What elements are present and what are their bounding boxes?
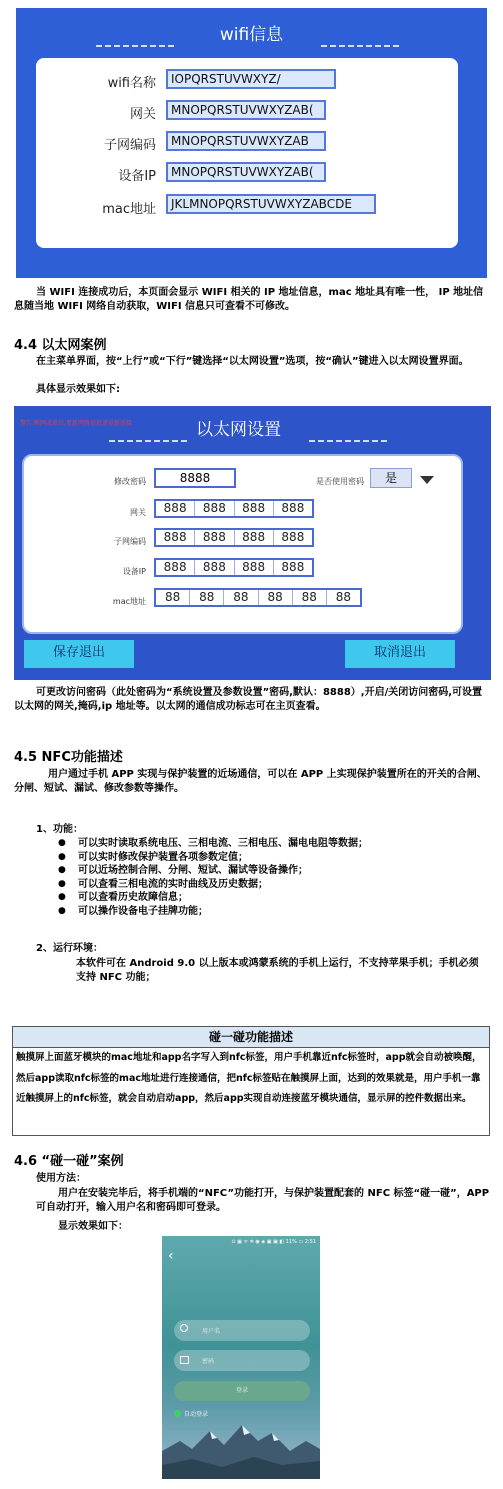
nfc-box-text: 触摸屏上面蓝牙模块的mac地址和app名字写入到nfc标签，用户手机靠近nfc标签时，app就会自动被唤醒，然后app读取nfc标签的mac地址进行连接通信，把nfc标签贴在触摸屏上面，达到的效果就是，用户手机一靠近触摸屏上的nfc标签，就会自动启动app，然后app实现自动连接蓝牙模块通信，显示屏的控件数据出来。 bbox=[16, 1052, 482, 1104]
function-list bbox=[58, 837, 478, 918]
wifi-panel bbox=[16, 8, 487, 278]
phone-status-bar: ⊙ ▣ ᯤ ✲ ◉ ◈ ▣ ▣ ◧ 11% ▭ 2:51 bbox=[231, 1239, 316, 1245]
ip-octet[interactable]: 888 bbox=[281, 530, 305, 544]
back-arrow-icon[interactable]: ‹ bbox=[168, 1248, 174, 1264]
gateway-label: 网关 bbox=[130, 508, 146, 517]
mountain-background bbox=[162, 1411, 320, 1479]
list-item: ● 可以实时修改保护装置各项参数定值； bbox=[58, 851, 478, 865]
decor-stripe-right bbox=[309, 440, 389, 442]
gateway-ip-input[interactable] bbox=[154, 499, 314, 518]
list-item: ● 可以查看三相电流的实时曲线及历史数据； bbox=[58, 878, 478, 892]
nfc-box-title: 碰一碰功能描述 bbox=[13, 1027, 489, 1048]
section-4-6-heading: 4.6 “碰一碰”案例 bbox=[14, 1154, 124, 1169]
device-ip-input[interactable] bbox=[154, 558, 314, 577]
ethernet-description: 可更改访问密码（此处密码为“系统设置及参数设置”密码,默认：8888）,开启/关闭访问密码,可设置以太网的网关,掩码,ip 地址等。以太网的通信成功标志可在主页查看。 bbox=[14, 687, 483, 712]
mac-octet[interactable]: 88 bbox=[293, 590, 327, 605]
section-4-4-display: 具体显示效果如下: bbox=[36, 384, 120, 395]
subnet-ip-input[interactable] bbox=[154, 528, 314, 547]
gateway-field[interactable]: MNOPQRSTUVWXYZAB( bbox=[166, 100, 326, 120]
use-password-label: 是否使用密码 bbox=[316, 477, 364, 486]
function-title: 1、功能： bbox=[36, 824, 83, 835]
ip-octet[interactable]: 888 bbox=[156, 530, 195, 545]
ip-octet[interactable]: 888 bbox=[156, 560, 195, 575]
device-ip-label: 设备IP bbox=[118, 169, 156, 184]
list-item: ● 可以实时读取系统电压、三相电流、三相电压、漏电电阻等数据； bbox=[58, 837, 478, 851]
use-password-select[interactable]: 是 bbox=[370, 468, 412, 488]
mac-label: mac地址 bbox=[112, 597, 146, 606]
section-4-6-display: 显示效果如下： bbox=[58, 1221, 128, 1232]
decor-stripe-right bbox=[321, 45, 401, 47]
wifi-panel-title: wifi信息 bbox=[219, 25, 284, 45]
ip-octet[interactable]: 888 bbox=[281, 560, 305, 574]
password-placeholder: 密码 bbox=[202, 1358, 215, 1365]
wifi-name-field[interactable]: IOPQRSTUVWXYZ/ bbox=[166, 69, 336, 89]
wifi-name-label: wifi名称 bbox=[107, 76, 156, 91]
device-ip-field[interactable]: MNOPQRSTUVWXYZAB( bbox=[166, 162, 326, 182]
subnet-field[interactable]: MNOPQRSTUVWXYZAB bbox=[166, 131, 326, 151]
gateway-label: 网关 bbox=[129, 107, 156, 122]
auto-login-label: 自动登录 bbox=[184, 1411, 209, 1418]
mac-octet[interactable]: 88 bbox=[190, 590, 224, 605]
section-4-4-intro: 在主菜单界面，按“上行”或“下行”键选择“以太网设置”选项，按“确认”键进入以太网设置界面。 bbox=[36, 356, 469, 367]
change-password-label: 修改密码 bbox=[114, 477, 146, 486]
mac-address-input[interactable] bbox=[154, 588, 362, 607]
login-button[interactable]: 登录 bbox=[174, 1381, 310, 1401]
mac-octet[interactable]: 88 bbox=[259, 590, 293, 605]
mac-octet[interactable]: 88 bbox=[335, 590, 352, 604]
ip-octet[interactable]: 888 bbox=[281, 501, 305, 515]
password-field[interactable]: 8888 bbox=[154, 468, 236, 488]
method-title: 使用方法： bbox=[36, 1173, 86, 1184]
section-4-5-heading: 4.5 NFC功能描述 bbox=[14, 750, 123, 765]
device-ip-label: 设备IP bbox=[122, 567, 146, 576]
list-item: ● 可以近场控制合闸、分闸、短试、漏试等设备操作； bbox=[58, 864, 478, 878]
subnet-label: 子网编码 bbox=[114, 537, 146, 546]
ethernet-panel bbox=[14, 406, 491, 680]
environment-title: 2、运行环境： bbox=[36, 943, 103, 954]
wifi-description: 当 WIFI 连接成功后，本页面会显示 WIFI 相关的 IP 地址信息，mac 地址具有唯一性， IP 地址信息随当地 WIFI 网络自动获取，WIFI 信息只可查看不可修改。 bbox=[14, 287, 484, 312]
ip-octet[interactable]: 888 bbox=[195, 560, 234, 575]
method-text: 用户在安装完毕后，将手机端的“NFC”功能打开，与保护装置配套的 NFC 标签“碰一碰”，APP 可自动打开，输入用户名和密码即可登录。 bbox=[36, 1188, 490, 1213]
phone-login-screenshot bbox=[162, 1236, 320, 1479]
user-icon bbox=[180, 1324, 188, 1332]
ip-octet[interactable]: 888 bbox=[195, 501, 234, 516]
section-4-4-heading: 4.4 以太网案例 bbox=[14, 338, 107, 353]
dropdown-arrow-icon[interactable] bbox=[420, 476, 434, 484]
username-placeholder: 用户名 bbox=[202, 1328, 221, 1335]
mac-octet[interactable]: 88 bbox=[156, 590, 190, 605]
mac-label: mac地址 bbox=[102, 202, 156, 217]
ip-octet[interactable]: 888 bbox=[235, 530, 274, 545]
subnet-label: 子网编码 bbox=[103, 138, 156, 153]
list-item: ● 可以操作设备电子挂牌功能； bbox=[58, 905, 478, 919]
ethernet-panel-title: 以太网设置 bbox=[196, 420, 281, 440]
nfc-description-box bbox=[12, 1026, 490, 1136]
ip-octet[interactable]: 888 bbox=[195, 530, 234, 545]
lock-icon bbox=[180, 1356, 189, 1364]
cancel-exit-button[interactable]: 取消退出 bbox=[345, 640, 455, 668]
section-4-5-intro: 用户通过手机 APP 实现与保护装置的近场通信，可以在 APP 上实现保护装置所在的开关的合闸、分闸、短试、漏试、修改参数等操作。 bbox=[14, 769, 487, 794]
decor-stripe-left bbox=[109, 440, 189, 442]
ip-octet[interactable]: 888 bbox=[156, 501, 195, 516]
environment-text: 本软件可在 Android 9.0 以上版本或鸿蒙系统的手机上运行，不支持苹果手机；手机必须支持 NFC 功能； bbox=[76, 958, 479, 983]
mac-field[interactable]: JKLMNOPQRSTUVWXYZABCDE bbox=[166, 194, 376, 214]
save-exit-button[interactable]: 保存退出 bbox=[24, 640, 134, 668]
ethernet-status-warning: 警告:断网或重启,更新网络信息请重新连接 bbox=[20, 420, 132, 427]
ip-octet[interactable]: 888 bbox=[235, 501, 274, 516]
decor-stripe-left bbox=[96, 45, 176, 47]
username-input[interactable] bbox=[174, 1320, 310, 1341]
mac-octet[interactable]: 88 bbox=[224, 590, 258, 605]
ip-octet[interactable]: 888 bbox=[235, 560, 274, 575]
password-input[interactable] bbox=[174, 1350, 310, 1371]
list-item: ● 可以查看历史故障信息； bbox=[58, 891, 478, 905]
